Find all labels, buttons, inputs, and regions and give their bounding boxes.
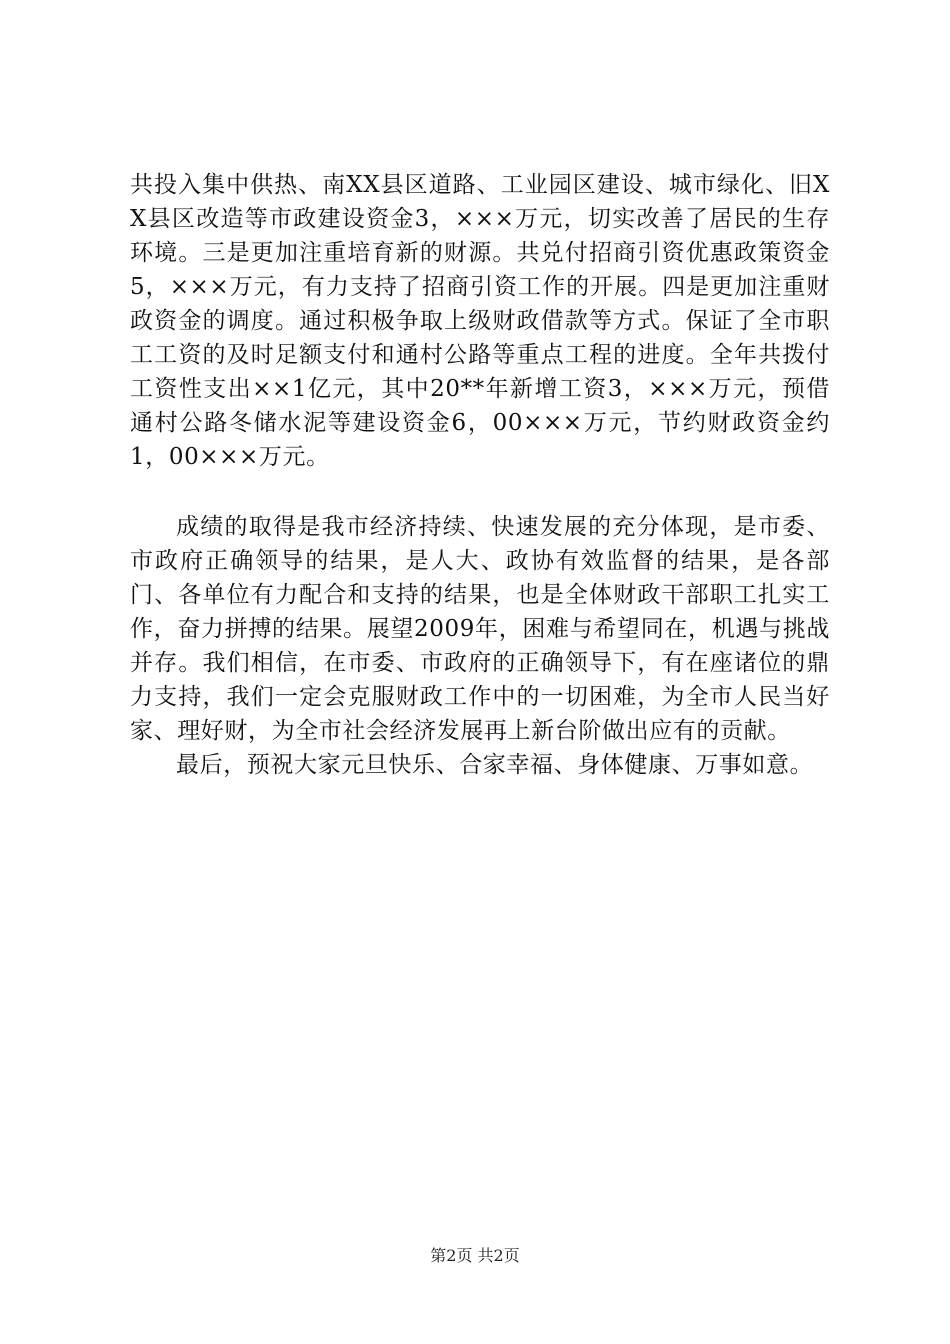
paragraph-closing-wishes: 最后，预祝大家元旦快乐、合家幸福、身体健康、万事如意。 [176, 752, 814, 778]
document-body [130, 168, 830, 782]
paragraph-achievements-outlook: 成绩的取得是我市经济持续、快速发展的充分体现，是市委、市政府正确领导的结果，是人大、政协有效监督的结果，是各部门、各单位有力配合和支持的结果，也是全体财政干部职工扎实工作，奋力拼搏的结果。展望2009年，困难与希望同在，机遇与挑战并存。我们相信，在市委、市政府的正确领导下，有在座诸位的鼎力支持，我们一定会克服财政工作中的一切困难，为全市人民当好家、理好财，为全市社会经济发展再上新台阶做出应有的贡献。 [130, 514, 830, 744]
page-number-footer: 第2页 共2页 [430, 1246, 520, 1265]
paragraph-fiscal-measures: 共投入集中供热、南XX县区道路、工业园区建设、城市绿化、旧XX县区改造等市政建设资金3，×××万元，切实改善了居民的生存环境。三是更加注重培育新的财源。共兑付招商引资优惠政策资金5，×××万元，有力支持了招商引资工作的开展。四是更加注重财政资金的调度。通过积极争取上级财政借款等方式。保证了全市职工工资的及时足额支付和通村公路等重点工程的进度。全年共拨付工资性支出××1亿元，其中20**年新增工资3，×××万元，预借通村公路冬储水泥等建设资金6，00×××万元，节约财政资金约1，00×××万元。 [130, 172, 830, 470]
